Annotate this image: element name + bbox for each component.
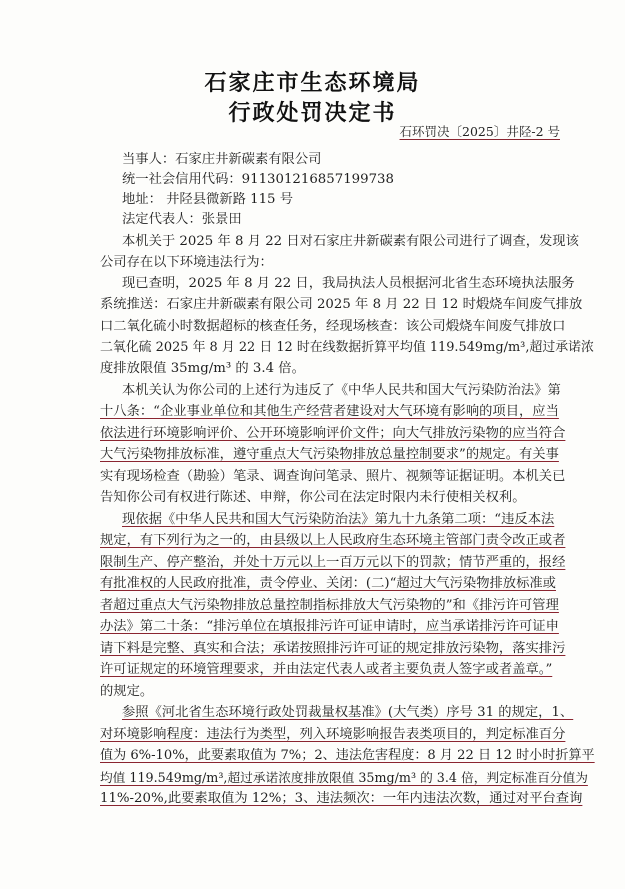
body-line: 对环境影响程度：违法行为类型，列入环境影响报告表类项目的，判定标准百分 <box>100 727 566 742</box>
body-line: 度排放限值 35mg/m³ 的 3.4 倍。 <box>100 361 305 376</box>
body-line: 均值 119.549mg/m³,超过承诺浓度排放限值 35mg/m³ 的 3.4 倍，判定标准百分值为 <box>100 770 588 785</box>
body-line: 请下料是完整、真实和合法；承诺按照排污许可证的规定排放污染物，落实排污 <box>100 641 566 656</box>
body-line: 限制生产、停产整治，并处十万元以上一百万元以下的罚款；情节严重的，报经 <box>100 555 566 570</box>
body-line: 本机关认为你公司的上述行为违反了《中华人民共和国大气污染防治法》第 <box>122 383 561 398</box>
body-line: 二氧化硫 2025 年 8 月 22 日 12 时在线数据折算平均值 119.549mg/m³,超过承诺浓 <box>100 340 594 355</box>
document-number: 石环罚决〔2025〕井陉-2 号 <box>399 124 560 139</box>
legal-representative: 法定代表人：张景田 <box>122 212 242 227</box>
body-line: 有批准权的人民政府批准，责令停业、关闭：(二)“超过大气污染物排放标准或 <box>100 576 556 591</box>
body-line: 办法》第二十条：“排污单位在填报排污许可证申请时，应当承诺排污许可证申 <box>100 619 559 634</box>
body-line: 本机关于 2025 年 8 月 22 日对石家庄井新碳素有限公司进行了调查，发现该 <box>122 234 579 249</box>
body-line: 告知你公司有权进行陈述、申辩，你公司在法定时限内未行使相关权利。 <box>100 490 526 505</box>
body-line: 大气污染物排放标准，遵守重点大气污染物排放总量控制要求”的规定。有关事 <box>100 447 559 462</box>
body-line: 系统推送：石家庄井新碳素有限公司 2025 年 8 月 22 日 12 时煅烧车间废气排放 <box>100 297 583 312</box>
party-address: 地址： 井陉县微新路 115 号 <box>122 192 294 207</box>
body-line: 现已查明，2025 年 8 月 22 日，我局执法人员根据河北省生态环境执法服务 <box>122 276 575 291</box>
body-line: 许可证规定的环境管理要求，并由法定代表人或者主要负责人签字或者盖章。” <box>100 662 553 677</box>
body-line: 实有现场检查（勘验）笔录、调查询问笔录、照片、视频等证据证明。本机关已 <box>100 469 566 484</box>
credit-code: 统一社会信用代码：911301216857199738 <box>122 172 394 187</box>
agency-title: 石家庄市生态环境局 <box>204 70 421 96</box>
body-line: 口二氧化硫小时数据超标的核查任务，经现场核查：该公司煅烧车间废气排放口 <box>100 319 566 334</box>
body-line: 现依据《中华人民共和国大气污染防治法》第九十九条第二项：“违反本法 <box>122 512 555 527</box>
body-line: 规定，有下列行为之一的，由县级以上人民政府生态环境主管部门责令改正或者 <box>100 533 566 548</box>
body-line: 十八条：“企业事业单位和其他生产经营者建设对大气环境有影响的项目，应当 <box>100 404 559 419</box>
party-name: 当事人：石家庄井新碳素有限公司 <box>122 152 322 167</box>
body-line: 公司存在以下环境违法行为： <box>100 255 273 270</box>
body-line: 值为 6%-10%，此要素取值为 7%；2、违法危害程度：8 月 22 日 12 时小时折算平 <box>100 748 595 763</box>
body-line: 者超过重点大气污染物排放总量控制指标排放大气污染物的”和《排污许可管理 <box>100 598 559 613</box>
body-line: 11%-20%,此要素取值为 12%；3、违法频次：一年内违法次数，通过对平台查询 <box>100 791 583 806</box>
document-type-title: 行政处罚决定书 <box>228 100 397 126</box>
body-line: 参照《河北省生态环境行政处罚裁量权基准》(大气类）序号 31 的规定，1、 <box>122 705 574 720</box>
body-line: 的规定。 <box>100 684 154 699</box>
body-line: 依法进行环境影响评价、公开环境影响评价文件；向大气排放污染物的应当符合 <box>100 426 566 441</box>
